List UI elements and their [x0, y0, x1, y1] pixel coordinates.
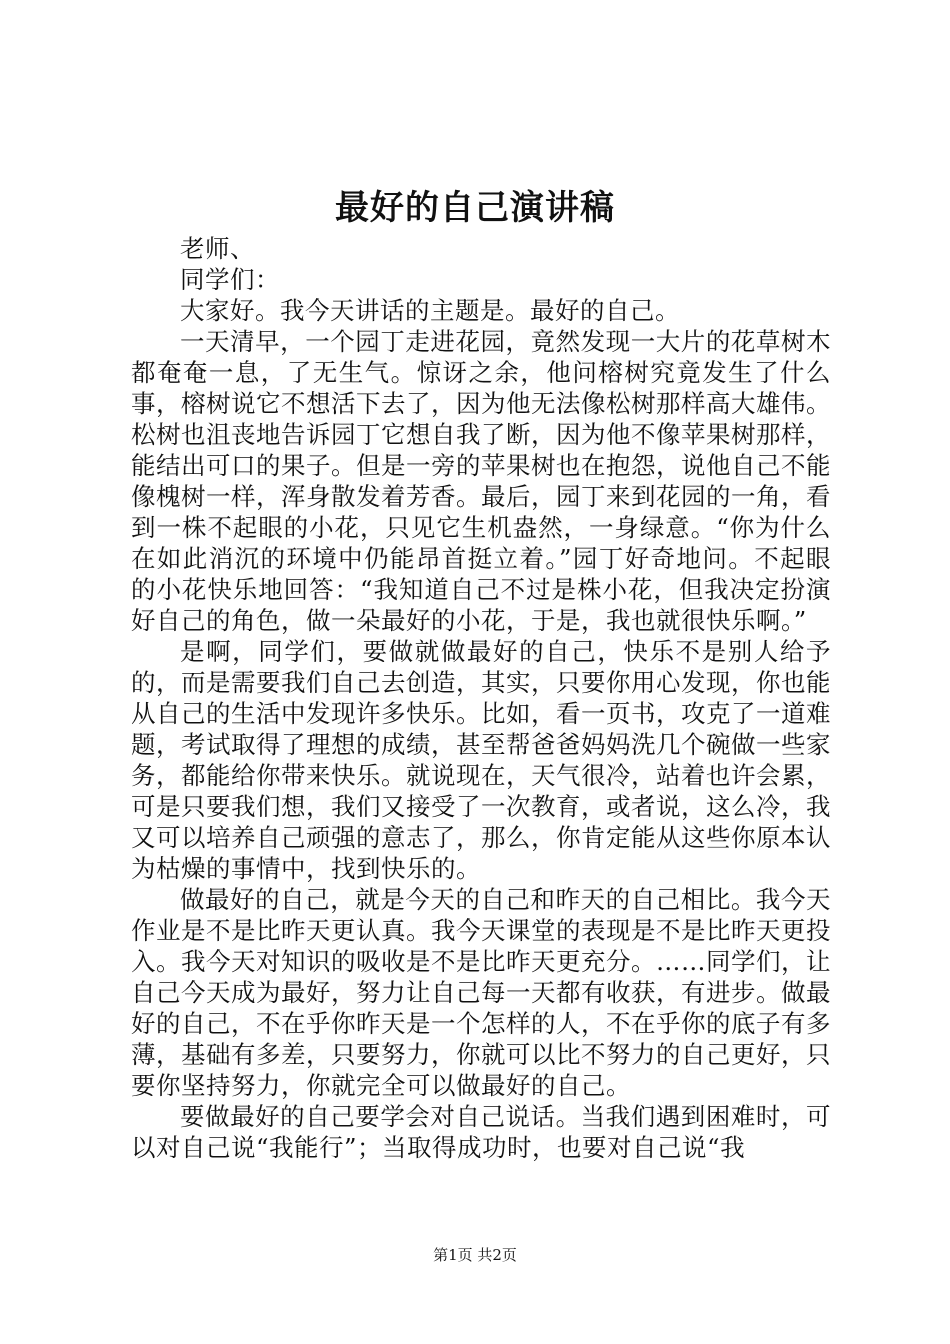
- document-body: [131, 233, 831, 1163]
- story-paragraph: 一天清早，一个园丁走进花园，竟然发现一大片的花草树木都奄奄一息，了无生气。惊讶之余，他问榕树究竟发生了什么事，榕树说它不想活下去了，因为他无法像松树那样高大雄伟。松树也沮丧地告诉园丁它想自我了断，因为他不像苹果树那样，能结出可口的果子。但是一旁的苹果树也在抱怨，说他自己不能像槐树一样，浑身散发着芳香。最后，园丁来到花园的一角，看到一株不起眼的小花，只见它生机盎然，一身绿意。“你为什么在如此消沉的环境中仍能昂首挺立着。”园丁好奇地问。不起眼的小花快乐地回答：“我知道自己不过是株小花，但我决定扮演好自己的角色，做一朵最好的小花，于是，我也就很快乐啊。”: [131, 327, 831, 635]
- greeting-paragraph: 大家好。我今天讲话的主题是。最好的自己。: [180, 296, 680, 325]
- page-number-footer: 第1页 共2页: [433, 1246, 517, 1264]
- document-title: 最好的自己演讲稿: [335, 188, 615, 228]
- salutation-teachers: 老师、: [180, 234, 255, 263]
- happiness-paragraph: 是啊，同学们，要做就做最好的自己，快乐不是别人给予的，而是需要我们自己去创造，其实，只要你用心发现，你也能从自己的生活中发现许多快乐。比如，看一页书，攻克了一道难题，考试取得了理想的成绩，甚至帮爸爸妈妈洗几个碗做一些家务，都能给你带来快乐。就说现在，天气很冷，站着也许会累，可是只要我们想，我们又接受了一次教育，或者说，这么冷，我又可以培养自己顽强的意志了，那么，你肯定能从这些你原本认为枯燥的事情中，找到快乐的。: [131, 637, 831, 883]
- self-talk-paragraph: 要做最好的自己要学会对自己说话。当我们遇到困难时，可以对自己说“我能行”；当取得成功时，也要对自己说“我: [131, 1102, 831, 1162]
- compare-paragraph: 做最好的自己，就是今天的自己和昨天的自己相比。我今天作业是不是比昨天更认真。我今天课堂的表现是不是比昨天更投入。我今天对知识的吸收是不是比昨天更充分。……同学们，让自己今天成为最好，努力让自己每一天都有收获，有进步。做最好的自己，不在乎你昨天是一个怎样的人，不在乎你的底子有多薄，基础有多差，只要努力，你就可以比不努力的自己更好，只要你坚持努力，你就完全可以做最好的自己。: [131, 885, 831, 1100]
- salutation-students: 同学们：: [180, 265, 280, 294]
